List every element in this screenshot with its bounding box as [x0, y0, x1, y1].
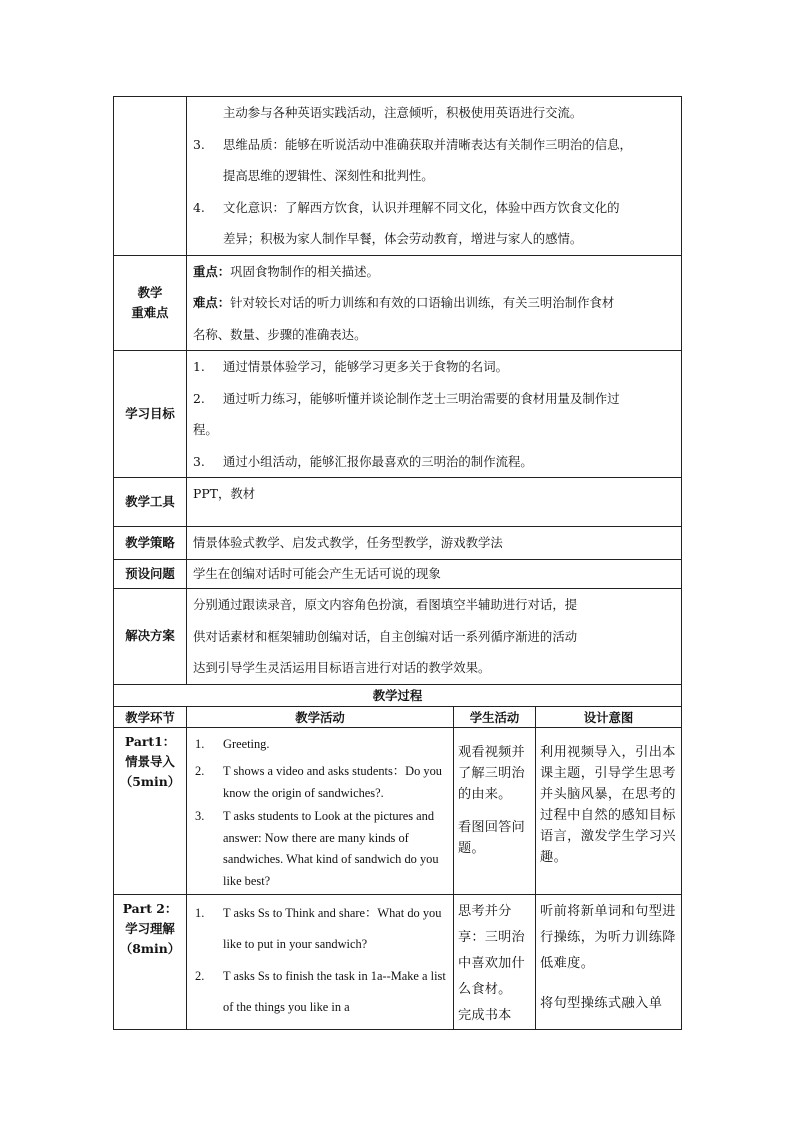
key-points-label: 教学 重难点 — [114, 255, 187, 351]
goal-line: 程。 — [193, 422, 218, 437]
header-teacher-activity: 教学活动 — [187, 706, 454, 727]
objective-line: 提高思维的逻辑性、深刻性和批判性。 — [223, 168, 434, 183]
part2-stage: Part 2： 学习理解 （8min） — [114, 894, 187, 1029]
objective-line: 4. 文化意识：了解西方饮食，认识并理解不同文化，体验中西方饮食文化的 — [193, 199, 620, 215]
part2-design-intent: 听前将新单词和句型进行操练，为听力训练降低难度。 将句型操练式融入单 — [536, 894, 682, 1029]
part1-activities — [187, 727, 454, 894]
part2-student-activity: 思考并分享：三明治中喜欢加什么食材。 完成书本 — [454, 894, 536, 1029]
goal-line: 2. 通过听力练习，能够听懂并谈论制作芝士三明治需要的食材用量及制作过 — [193, 390, 620, 406]
objective-line: 差异；积极为家人制作早餐，体会劳动教育，增进与家人的感情。 — [223, 231, 583, 246]
activity-item: 2. T asks Ss to finish the task in 1a--Make a list of the things you like in a — [195, 968, 446, 1014]
goal-line: 1. 通过情景体验学习，能够学习更多关于食物的名词。 — [193, 359, 508, 374]
objective-line: 3. 思维品质：能够在听说活动中准确获取并清晰表达有关制作三明治的信息， — [193, 136, 632, 152]
problem-content: 学生在创编对话时可能会产生无话可说的现象 — [187, 560, 682, 589]
strategy-content: 情景体验式教学、启发式教学，任务型教学，游戏教学法 — [187, 527, 682, 560]
goal-line: 3. 通过小组活动，能够汇报你最喜欢的三明治的制作流程。 — [193, 453, 533, 469]
header-student-activity: 学生活动 — [454, 706, 536, 727]
part2-activities — [187, 894, 454, 1029]
learning-goals-content — [187, 351, 682, 478]
activity-item: 3. T asks students to Look at the pictures and answer: Now there are many kinds of sandwiches. What kind of sandwich do you like best? — [195, 809, 439, 888]
difficult-point-line: 名称、数量、步骤的准确表达。 — [193, 326, 367, 342]
solution-content: 分别通过跟读录音，原文内容角色扮演，看图填空半辅助进行对话，提 供对话素材和框架辅助创编对话，自主创编对话一系列循序渐进的活动 达到引导学生灵活运用目标语言进行对话的教学效果。 — [187, 589, 682, 685]
part1-student-activity: 观看视频并了解三明治的由来。 看图回答问题。 — [454, 727, 536, 894]
part1-design-intent: 利用视频导入，引出本课主题，引导学生思考并头脑风暴，在思考的过程中自然的感知目标语言，激发学生学习兴趣。 — [536, 727, 682, 894]
strategy-label: 教学策略 — [114, 527, 187, 560]
key-points-content — [187, 255, 682, 351]
activity-item: 1. Greeting. — [195, 736, 270, 751]
header-design-intent: 设计意图 — [536, 706, 682, 727]
lesson-plan-table — [113, 96, 682, 1030]
tools-label: 教学工具 — [114, 478, 187, 527]
solution-label: 解决方案 — [114, 589, 187, 685]
part1-stage: Part1： 情景导入 （5min） — [114, 727, 187, 894]
objectives-content — [187, 97, 682, 256]
header-stage: 教学环节 — [114, 706, 187, 727]
activity-item: 1. T asks Ss to Think and share：What do you like to put in your sandwich? — [195, 905, 442, 951]
objective-line: 主动参与各种英语实践活动，注意倾听，积极使用英语进行交流。 — [223, 105, 583, 120]
key-point-line: 重点：巩固食物制作的相关描述。 — [193, 263, 379, 279]
activity-item: 2. T shows a video and asks students：Do you know the origin of sandwiches?. — [195, 764, 443, 800]
process-title: 教学过程 — [114, 684, 682, 706]
difficult-point-line: 难点：针对较长对话的听力训练和有效的口语输出训练，有关三明治制作食材 — [193, 295, 615, 310]
tools-content: PPT，教材 — [187, 478, 682, 527]
problem-label: 预设问题 — [114, 560, 187, 589]
objectives-label-cell — [114, 97, 187, 256]
learning-goals-label: 学习目标 — [114, 351, 187, 478]
